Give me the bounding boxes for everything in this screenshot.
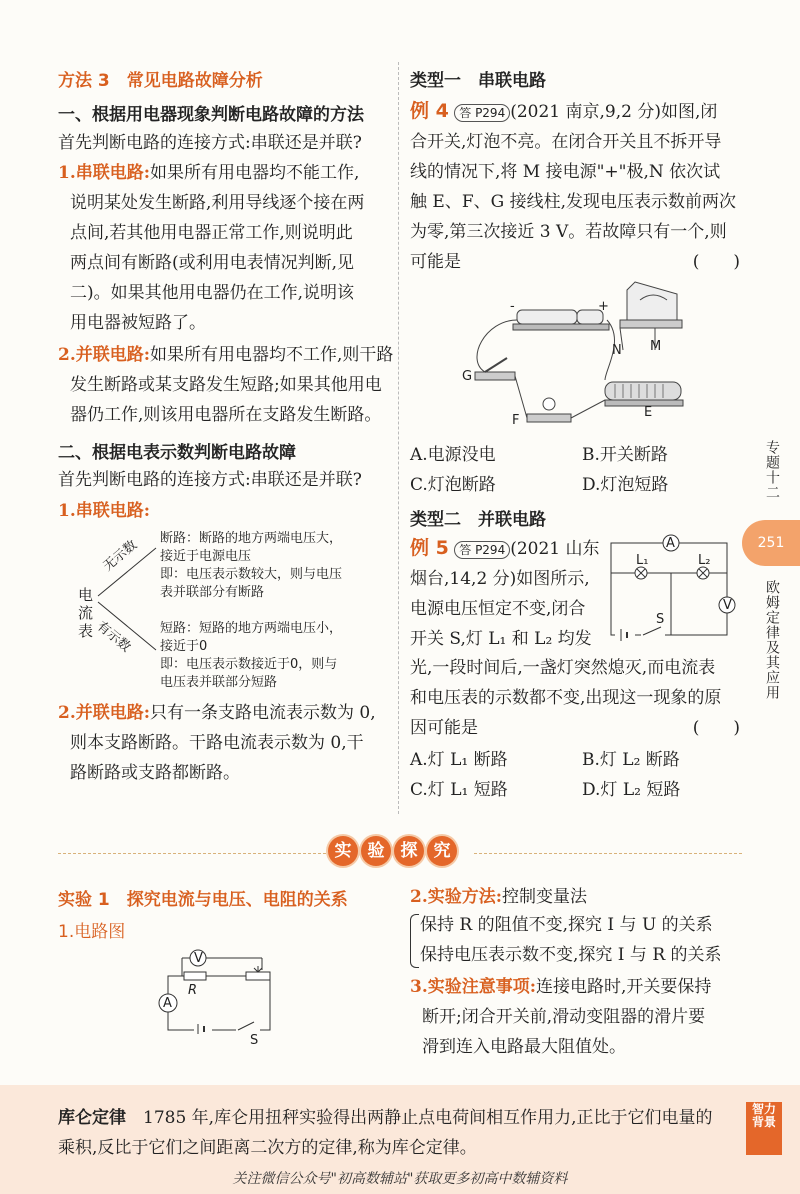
series-label: 1.串联电路: — [58, 163, 151, 183]
ex5-voltmeter-label: V — [723, 598, 732, 613]
circuit-diagram-label: 1.电路图 — [58, 922, 126, 942]
option-c[interactable]: C.灯 L₁ 短路 — [410, 780, 508, 800]
fig-E: E — [644, 405, 653, 420]
example5-label: 例 5 — [410, 537, 449, 559]
method-label: 2.实验方法: — [410, 887, 503, 907]
ex5-line: 电源电压恒定不变,闭合 — [410, 599, 586, 619]
section2-item2 — [58, 698, 398, 788]
ex4-line: 合开关,灯泡不亮。在闭合开关且不拆开导 — [410, 132, 722, 152]
type1-title: 类型一 串联电路 — [410, 71, 546, 91]
fig-N: N — [612, 343, 622, 358]
ex5-line: 烟台,14,2 分)如图所示, — [410, 569, 590, 589]
page-number: 251 — [742, 520, 800, 566]
ex5-options — [410, 745, 730, 805]
circuit-A-label: A — [163, 996, 172, 1011]
tree-line: 断路：断路的地方两端电压大， — [160, 531, 343, 546]
tree-line: 短路：短路的地方两端电压小， — [160, 621, 343, 636]
method-title: 方法 3 常见电路故障分析 — [58, 71, 263, 91]
option-b[interactable]: B.灯 L₂ 断路 — [582, 750, 680, 770]
experiment-banner — [328, 836, 468, 870]
answer-blank: ( ) — [692, 252, 740, 272]
fig-F: F — [512, 413, 520, 428]
answer-blank: ( ) — [692, 718, 740, 738]
ex5-ammeter-label: A — [666, 536, 675, 551]
item2-line: 器仍工作,则该用电器所在支路发生断路。 — [70, 405, 382, 425]
banner-char: 验 — [361, 836, 391, 866]
item2-line: 发生断路或某支路发生短路;如果其他用电 — [70, 375, 382, 395]
tree-line: 接近于电源电压 — [160, 549, 252, 564]
type2-title: 类型二 并联电路 — [410, 510, 546, 530]
banner-rule-right — [474, 853, 742, 854]
tree-line: 接近于0 — [160, 639, 208, 654]
fig-M: M — [650, 339, 662, 354]
ex4-line: 可能是 — [410, 252, 461, 272]
option-a[interactable]: A.电源没电 — [410, 445, 496, 465]
footer-line: 乘积,反比于它们之间距离二次方的定律,称为库仑定律。 — [58, 1138, 477, 1158]
ex5-line: 开关 S,灯 L₁ 和 L₂ 均发 — [410, 629, 592, 649]
item2-line: 如果所有用电器均不工作,则干路 — [150, 345, 394, 365]
parallel-label: 2.并联电路: — [58, 703, 151, 723]
footer-promo: 关注微信公众号"初高数辅站"获取更多初高中数辅资料 — [232, 1171, 568, 1187]
sidebar-chapter: 欧姆定律及其应用 — [764, 580, 780, 700]
notes-line: 断开;闭合开关前,滑动变阻器的滑片要 — [422, 1007, 706, 1027]
option-d[interactable]: D.灯 L₂ 短路 — [582, 780, 681, 800]
method-detail — [420, 910, 722, 970]
footer-badge — [746, 1102, 782, 1155]
experiment-notes — [410, 972, 740, 1062]
tree-line: 即：电压表示数接近于0，则与 — [160, 657, 338, 672]
item2-line: 只有一条支路电流表示数为 0, — [150, 703, 376, 723]
ex5-L1-label: L₁ — [636, 553, 649, 568]
experiment-circuit-figure — [150, 940, 290, 1045]
item1-line: 如果所有用电器均不能工作, — [150, 163, 360, 183]
fig-minus: - — [510, 299, 515, 314]
method-value: 控制变量法 — [502, 887, 588, 907]
notes-label: 3.实验注意事项: — [410, 977, 537, 997]
ex4-apparatus-figure — [455, 280, 695, 440]
example4-label: 例 4 — [410, 100, 449, 122]
banner-rule-left — [58, 853, 326, 854]
ex4-options — [410, 440, 730, 500]
section2-intro: 首先判断电路的连接方式:串联还是并联? — [58, 470, 362, 490]
ex4-line: 线的情况下,将 M 接电源"+"极,N 依次试 — [410, 162, 721, 182]
answer-tag[interactable]: 答 P294 — [454, 104, 510, 122]
footer-text — [58, 1103, 728, 1163]
parallel-label: 2.并联电路: — [58, 345, 151, 365]
ex5-line: 和电压表的示数都不变,出现这一现象的原 — [410, 688, 722, 708]
item2-line: 则本支路断路。干路电流表示数为 0,干 — [70, 733, 364, 753]
column-divider — [398, 62, 399, 814]
option-d[interactable]: D.灯泡短路 — [582, 475, 669, 495]
method-line: 保持电压表示数不变,探究 I 与 R 的关系 — [420, 945, 722, 965]
section1-title: 一、根据用电器现象判断电路故障的方法 — [58, 105, 364, 125]
tree-line: 电压表并联部分短路 — [160, 675, 278, 690]
item1-line: 用电器被短路了。 — [70, 313, 206, 333]
experiment-method — [410, 882, 587, 912]
banner-char: 探 — [394, 836, 424, 866]
circuit-R-label: R — [188, 983, 198, 998]
series-label: 1.串联电路: — [58, 501, 151, 521]
footer-line: 1785 年,库仑用扭秤实验得出两静止点电荷间相互作用力,正比于它们电量的 — [143, 1108, 713, 1128]
section1-item2 — [58, 340, 398, 430]
notes-line: 连接电路时,开关要保持 — [536, 977, 712, 997]
ex4-line: (2021 南京,9,2 分)如图,闭 — [510, 102, 718, 122]
example5 — [410, 533, 610, 654]
ex5-line: 因可能是 — [410, 718, 478, 738]
tree-branch-bottom: 有示数 — [93, 618, 134, 656]
example5-cont — [410, 653, 740, 743]
item1-line: 两点间有断路(或利用电表情况判断,见 — [70, 253, 355, 273]
option-a[interactable]: A.灯 L₁ 断路 — [410, 750, 508, 770]
circuit-V-label: V — [194, 951, 203, 966]
notes-line: 滑到连入电路最大阻值处。 — [422, 1037, 626, 1057]
experiment-title: 实验 1 探究电流与电压、电阻的关系 — [58, 890, 348, 910]
circuit-S-label: S — [250, 1033, 259, 1048]
ex5-switch-label: S — [656, 612, 665, 627]
section1-item1 — [58, 158, 398, 338]
footer-badge-text: 智力背景 — [751, 1102, 776, 1129]
banner-char: 究 — [427, 836, 457, 866]
answer-tag[interactable]: 答 P294 — [454, 541, 510, 559]
section1-intro: 首先判断电路的连接方式:串联还是并联? — [58, 133, 362, 153]
tree-top-text — [160, 530, 342, 602]
tree-branch-top: 无示数 — [100, 537, 141, 575]
example4 — [410, 96, 740, 277]
item1-line: 点间,若其他用电器正常工作,则说明此 — [70, 223, 353, 243]
ex4-line: 触 E、F、G 接线柱,发现电压表示数前两次 — [410, 192, 736, 212]
ex5-line: (2021 山东 — [510, 539, 600, 559]
ex5-line: 光,一段时间后,一盏灯突然熄灭,而电流表 — [410, 658, 716, 678]
sidebar-topic: 专题十二 — [764, 440, 780, 500]
tree-root: 电流表 — [78, 586, 94, 640]
ex5-L2-label: L₂ — [698, 553, 711, 568]
fig-plus: + — [598, 299, 609, 314]
tree-line: 即：电压表示数较大，则与电压 — [160, 567, 343, 582]
option-c[interactable]: C.灯泡断路 — [410, 475, 496, 495]
brace — [410, 914, 419, 968]
option-b[interactable]: B.开关断路 — [582, 445, 668, 465]
tree-bottom-text — [160, 620, 342, 692]
section2-title: 二、根据电表示数判断电路故障 — [58, 443, 296, 463]
method-line: 保持 R 的阻值不变,探究 I 与 U 的关系 — [420, 915, 713, 935]
item2-line: 路断路或支路都断路。 — [70, 763, 240, 783]
item1-line: 说明某处发生断路,利用导线逐个接在两 — [70, 193, 365, 213]
section2-item1-label — [58, 496, 150, 526]
tree-line: 表并联部分有断路 — [160, 585, 265, 600]
ex4-line: 为零,第三次接近 3 V。若故障只有一个,则 — [410, 222, 727, 242]
footer-term: 库仑定律 — [58, 1108, 126, 1128]
item1-line: 二)。如果其他用电器仍在工作,说明该 — [70, 283, 355, 303]
fig-G: G — [462, 369, 473, 384]
banner-char: 实 — [328, 836, 358, 866]
